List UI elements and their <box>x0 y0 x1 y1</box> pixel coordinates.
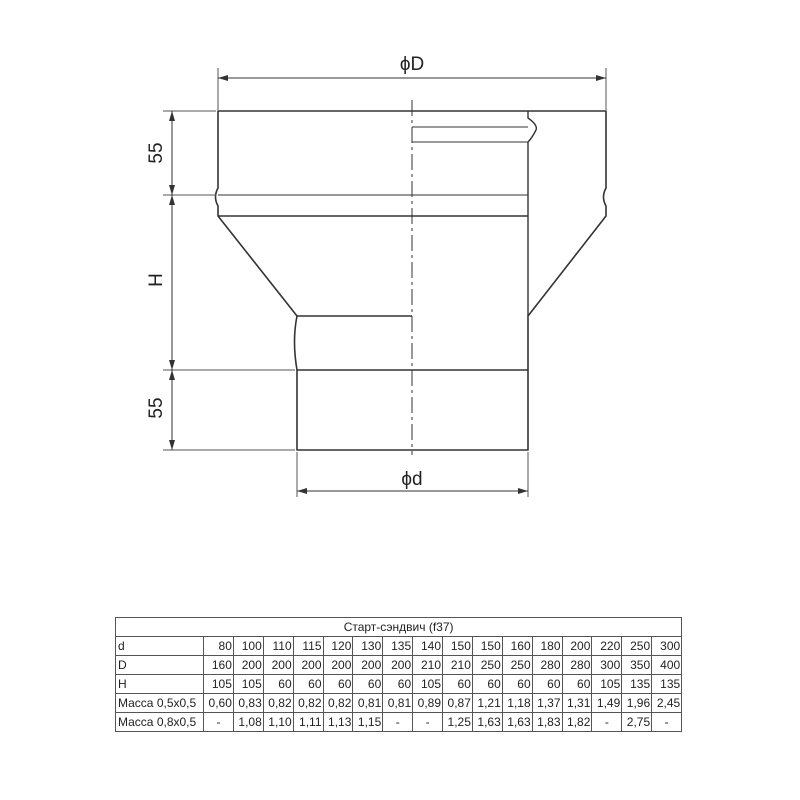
table-cell: 60 <box>443 675 473 694</box>
table-cell: 1,08 <box>233 713 263 732</box>
table-cell: 0,87 <box>443 694 473 713</box>
table-cell: 1,18 <box>502 694 532 713</box>
table-cell: 80 <box>204 637 234 656</box>
table-cell: 210 <box>413 656 443 675</box>
table-cell: 200 <box>323 656 353 675</box>
table-cell: 60 <box>293 675 323 694</box>
table-cell: 250 <box>502 656 532 675</box>
table-cell: 105 <box>233 675 263 694</box>
spec-table <box>115 617 682 732</box>
table-cell: 1,83 <box>532 713 562 732</box>
table-cell: 60 <box>353 675 383 694</box>
table-cell: 60 <box>263 675 293 694</box>
part-outline <box>216 111 607 450</box>
dimension-lines <box>172 78 606 491</box>
dim-label-D: ϕD <box>399 54 425 75</box>
table-cell: 1,13 <box>323 713 353 732</box>
dim-label-upper-55: 55 <box>146 142 167 164</box>
table-cell: 1,96 <box>622 694 652 713</box>
table-cell: 60 <box>323 675 353 694</box>
table-cell: 160 <box>204 656 234 675</box>
table-cell: 200 <box>383 656 413 675</box>
table-cell: 1,63 <box>472 713 502 732</box>
table-row <box>116 656 682 675</box>
table-title-row <box>116 618 682 637</box>
table-cell: 135 <box>383 637 413 656</box>
table-cell: 2,75 <box>622 713 652 732</box>
dim-label-H: H <box>146 273 167 287</box>
table-cell: - <box>652 713 682 732</box>
table-cell: 150 <box>443 637 473 656</box>
table-cell: 120 <box>323 637 353 656</box>
table-cell: 300 <box>592 656 622 675</box>
row-label: D <box>116 656 204 675</box>
table-cell: 200 <box>353 656 383 675</box>
table-cell: 60 <box>502 675 532 694</box>
row-label: Масса 0,8х0,5 <box>116 713 204 732</box>
extension-lines <box>163 68 606 497</box>
table-cell: 200 <box>293 656 323 675</box>
table-cell: 130 <box>353 637 383 656</box>
table-cell: 160 <box>502 637 532 656</box>
table-row <box>116 713 682 732</box>
table-cell: 280 <box>562 656 592 675</box>
table-cell: 105 <box>592 675 622 694</box>
table-cell: 1,63 <box>502 713 532 732</box>
table-row <box>116 675 682 694</box>
table-cell: 1,11 <box>293 713 323 732</box>
table-cell: 115 <box>293 637 323 656</box>
table-cell: 1,49 <box>592 694 622 713</box>
table-cell: 150 <box>472 637 502 656</box>
table-cell: 1,15 <box>353 713 383 732</box>
table-cell: 400 <box>652 656 682 675</box>
table-cell: 210 <box>443 656 473 675</box>
table-cell: 280 <box>532 656 562 675</box>
table-cell: - <box>592 713 622 732</box>
table-cell: 0,60 <box>204 694 234 713</box>
table-cell: 0,82 <box>293 694 323 713</box>
table-cell: 1,37 <box>532 694 562 713</box>
table-cell: 250 <box>472 656 502 675</box>
table-cell: 60 <box>532 675 562 694</box>
table-cell: 60 <box>383 675 413 694</box>
table-body <box>116 637 682 732</box>
table-cell: 0,81 <box>353 694 383 713</box>
table-cell: 140 <box>413 637 443 656</box>
table-row <box>116 637 682 656</box>
row-label: H <box>116 675 204 694</box>
table-cell: 300 <box>652 637 682 656</box>
table-title: Старт-сэндвич (f37) <box>116 618 682 637</box>
table-cell: 105 <box>413 675 443 694</box>
table-cell: 0,82 <box>263 694 293 713</box>
table-cell: 1,10 <box>263 713 293 732</box>
table-cell: 60 <box>562 675 592 694</box>
table-row <box>116 694 682 713</box>
table-cell: 0,82 <box>323 694 353 713</box>
table-cell: 0,83 <box>233 694 263 713</box>
table-cell: 1,31 <box>562 694 592 713</box>
table-cell: 1,82 <box>562 713 592 732</box>
table-cell: 0,81 <box>383 694 413 713</box>
table-cell: 220 <box>592 637 622 656</box>
part-inner-lines <box>218 111 536 370</box>
table-cell: 2,45 <box>652 694 682 713</box>
table-cell: 200 <box>233 656 263 675</box>
dim-label-lower-55: 55 <box>146 397 167 419</box>
table-cell: 60 <box>472 675 502 694</box>
table-cell: - <box>413 713 443 732</box>
table-cell: 180 <box>532 637 562 656</box>
table-cell: 250 <box>622 637 652 656</box>
table-cell: - <box>204 713 234 732</box>
table-cell: 100 <box>233 637 263 656</box>
table-cell: 350 <box>622 656 652 675</box>
table-cell: 1,25 <box>443 713 473 732</box>
dim-label-d: ϕd <box>401 469 423 490</box>
table-cell: 200 <box>562 637 592 656</box>
table-cell: 135 <box>622 675 652 694</box>
row-label: Масса 0,5х0,5 <box>116 694 204 713</box>
table-cell: - <box>383 713 413 732</box>
table-cell: 110 <box>263 637 293 656</box>
table-cell: 200 <box>263 656 293 675</box>
table-cell: 0,89 <box>413 694 443 713</box>
table-cell: 1,21 <box>472 694 502 713</box>
row-label: d <box>116 637 204 656</box>
table-cell: 135 <box>652 675 682 694</box>
table-cell: 105 <box>204 675 234 694</box>
